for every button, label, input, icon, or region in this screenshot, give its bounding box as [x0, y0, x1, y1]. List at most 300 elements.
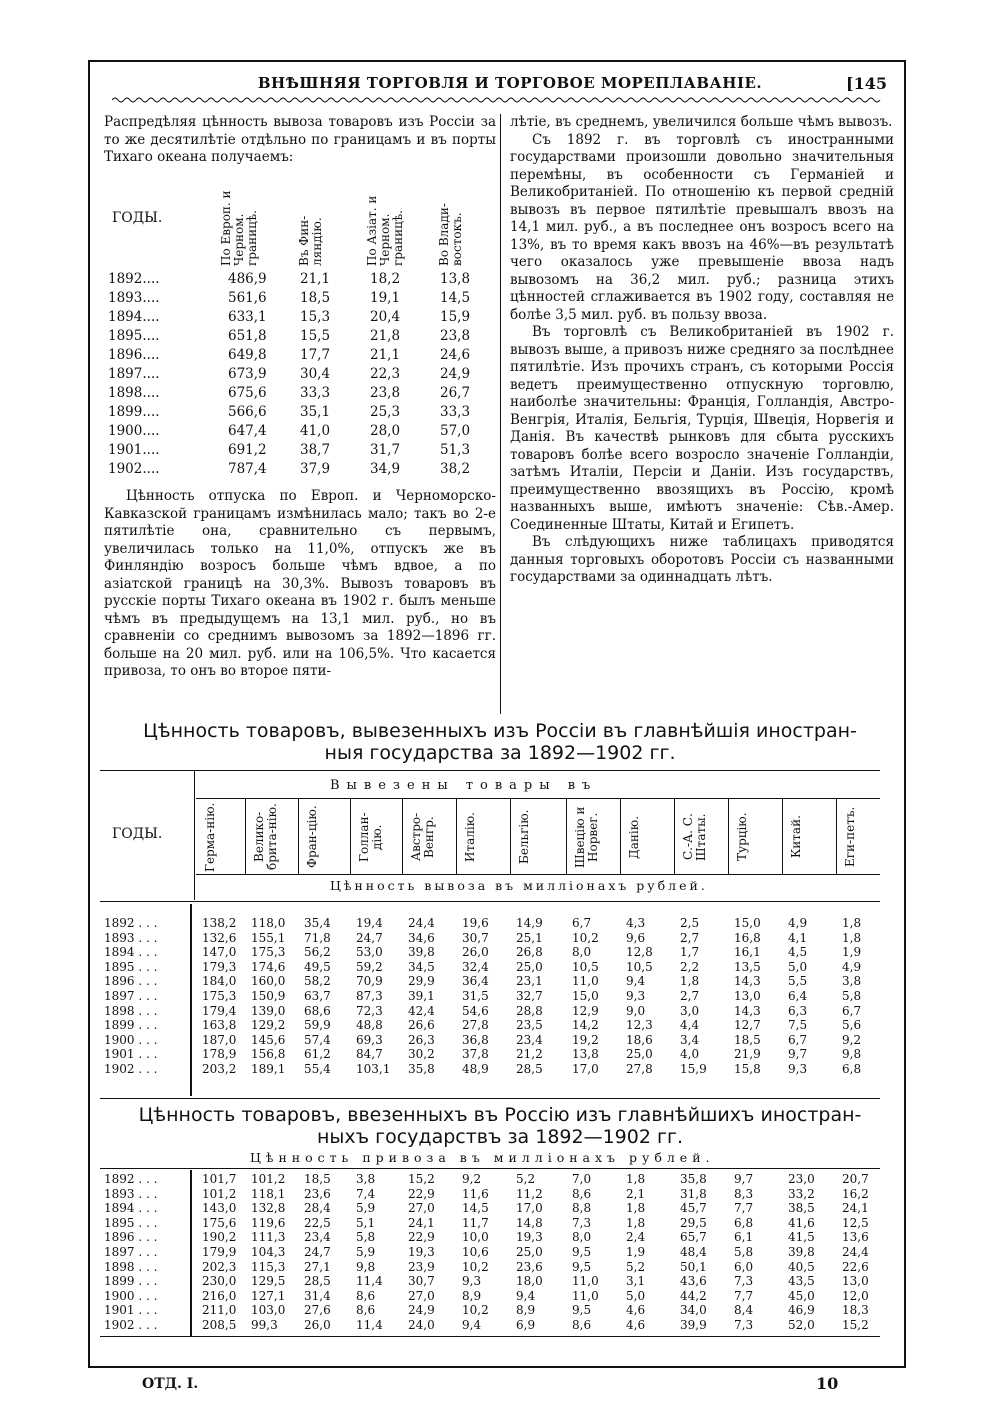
- year-cell: 1893 . . .: [104, 930, 158, 945]
- value-cell: 2,7: [680, 930, 700, 945]
- value-cell: 14,2: [572, 1018, 599, 1033]
- value-cell: 55,4: [304, 1062, 331, 1076]
- value-cell: 29,5: [680, 1215, 707, 1230]
- value-cell: 28,0: [370, 423, 401, 439]
- value-cell: 2,5: [680, 916, 700, 930]
- value-cell: 35,8: [680, 1172, 707, 1186]
- value-cell: 33,2: [788, 1186, 815, 1201]
- value-cell: 673,9: [228, 366, 267, 382]
- value-cell: 34,0: [680, 1303, 707, 1318]
- country-header: С.-А. С. Штаты.: [681, 813, 708, 861]
- value-cell: 190,2: [202, 1230, 237, 1245]
- small-table-row: [108, 422, 494, 441]
- import-top-rule: [100, 1168, 880, 1169]
- value-cell: 5,5: [788, 974, 808, 989]
- value-cell: 184,0: [202, 974, 237, 989]
- value-cell: 38,7: [300, 442, 331, 458]
- value-cell: 14,9: [516, 916, 543, 930]
- value-cell: 48,4: [680, 1245, 707, 1259]
- country-header: Италію.: [463, 812, 477, 862]
- value-cell: 10,0: [462, 1230, 489, 1245]
- value-cell: 9,5: [572, 1259, 592, 1274]
- value-cell: 675,6: [228, 385, 267, 401]
- value-cell: 4,9: [842, 959, 862, 974]
- value-cell: 179,4: [202, 1003, 237, 1018]
- year-cell: 1898....: [108, 385, 160, 401]
- value-cell: 9,5: [572, 1245, 592, 1259]
- value-cell: 11,7: [462, 1215, 489, 1230]
- import-title-line1: Цѣнность товаровъ, ввезенныхъ въ Россію изъ главнѣйшихъ иностран-: [138, 1104, 862, 1126]
- value-cell: 57,4: [304, 1032, 331, 1047]
- value-cell: 37,9: [300, 461, 331, 477]
- column-rule: [620, 798, 621, 874]
- value-cell: 21,1: [300, 271, 331, 287]
- value-cell: 24,4: [842, 1245, 869, 1259]
- small-table-row: [108, 441, 494, 460]
- value-cell: 16,2: [842, 1186, 869, 1201]
- value-cell: 33,3: [300, 385, 331, 401]
- value-cell: 5,0: [788, 959, 808, 974]
- value-cell: 175,3: [251, 945, 286, 960]
- value-cell: 175,6: [202, 1215, 237, 1230]
- value-cell: 13,0: [734, 989, 761, 1003]
- value-cell: 59,9: [304, 1018, 331, 1033]
- import-title-line2: ныхъ государствъ за 1892—1902 гг.: [317, 1126, 683, 1148]
- value-cell: 26,8: [516, 945, 543, 960]
- value-cell: 561,6: [228, 290, 267, 306]
- value-cell: 10,5: [626, 959, 653, 974]
- value-cell: 18,5: [734, 1032, 761, 1047]
- export-years-header: ГОДЫ.: [112, 826, 163, 842]
- value-cell: 24,7: [356, 930, 383, 945]
- value-cell: 8,6: [572, 1186, 592, 1201]
- country-header: Данію.: [627, 815, 641, 859]
- years-divider: [194, 770, 195, 900]
- value-cell: 9,7: [788, 1047, 808, 1062]
- value-cell: 58,2: [304, 974, 331, 989]
- left-paragraph-text: Цѣнность отпуска по Европ. и Черноморско-Кавказской границамъ измѣнилась мало; такъ во 2-е пятилѣтіе она, сравнительно съ первымъ, увеличилась только на 11,0%, отпускъ же въ Финляндію возросъ больше чѣмъ вдвое, а по азіатской границѣ на 30,3%. Вывозъ товаровъ въ русскіе порты Тихаго океана въ 1902 г. былъ меньше чѣмъ въ предыдущемъ на 13,1 мил. руб., но въ сравненіи со среднимъ вывозомъ за 1892—1896 гг. больше на 20 мил. руб. или на 106,5%. Что касается привоза, то онъ во второе пяти-: [104, 488, 496, 679]
- small-table-row: [108, 270, 494, 289]
- col-finland: Въ Фин-ляндію.: [297, 215, 324, 266]
- value-cell: 7,5: [788, 1018, 808, 1033]
- value-cell: 36,8: [462, 1032, 489, 1047]
- value-cell: 6,7: [788, 1032, 808, 1047]
- value-cell: 132,8: [251, 1201, 286, 1216]
- value-cell: 99,3: [251, 1318, 278, 1332]
- value-cell: 6,1: [734, 1230, 754, 1245]
- value-cell: 9,4: [516, 1288, 536, 1303]
- value-cell: 14,8: [516, 1215, 543, 1230]
- year-cell: 1902 . . .: [104, 1062, 158, 1076]
- value-cell: 15,3: [300, 309, 331, 325]
- value-cell: 69,3: [356, 1032, 383, 1047]
- value-cell: 46,9: [788, 1303, 815, 1318]
- value-cell: 43,6: [680, 1274, 707, 1289]
- year-cell: 1901 . . .: [104, 1047, 158, 1062]
- value-cell: 22,9: [408, 1230, 435, 1245]
- running-header: ВНѢШНЯЯ ТОРГОВЛЯ И ТОРГОВОЕ МОРЕПЛАВАНІЕ.: [257, 74, 763, 92]
- col-vladivostok: Во Влади-востокъ.: [437, 203, 464, 266]
- value-cell: 45,0: [788, 1288, 815, 1303]
- value-cell: 9,3: [788, 1062, 808, 1076]
- value-cell: 26,0: [304, 1318, 331, 1332]
- value-cell: 11,0: [572, 974, 599, 989]
- column-rule: [402, 798, 403, 874]
- value-cell: 9,3: [626, 989, 646, 1003]
- value-cell: 111,3: [251, 1230, 286, 1245]
- year-cell: 1893 . . .: [104, 1186, 158, 1201]
- value-cell: 651,8: [228, 328, 267, 344]
- value-cell: 15,2: [408, 1172, 435, 1186]
- value-cell: 160,0: [251, 974, 286, 989]
- value-cell: 8,3: [734, 1186, 754, 1201]
- value-cell: 8,0: [572, 1230, 592, 1245]
- value-cell: 118,1: [251, 1186, 286, 1201]
- country-header: Швецію и Норвег.: [573, 806, 600, 868]
- value-cell: 145,6: [251, 1032, 286, 1047]
- value-cell: 178,9: [202, 1047, 237, 1062]
- small-table-row: [108, 460, 494, 479]
- value-cell: 19,4: [356, 916, 383, 930]
- value-cell: 84,7: [356, 1047, 383, 1062]
- country-header: Бельгію.: [517, 809, 531, 865]
- value-cell: 24,9: [440, 366, 471, 382]
- value-cell: 4,5: [788, 945, 808, 960]
- value-cell: 5,8: [356, 1230, 376, 1245]
- value-cell: 139,0: [251, 1003, 286, 1018]
- value-cell: 26,3: [408, 1032, 435, 1047]
- value-cell: 27,6: [304, 1303, 331, 1318]
- page-number: 10: [816, 1374, 839, 1393]
- value-cell: 143,0: [202, 1201, 237, 1216]
- value-cell: 175,3: [202, 989, 237, 1003]
- small-table-row: [108, 327, 494, 346]
- value-cell: 11,0: [572, 1288, 599, 1303]
- value-cell: 30,7: [408, 1274, 435, 1289]
- value-cell: 1,8: [680, 974, 700, 989]
- value-cell: 633,1: [228, 309, 267, 325]
- export-bottom-rule: [100, 1098, 880, 1099]
- value-cell: 129,5: [251, 1274, 286, 1289]
- value-cell: 787,4: [228, 461, 267, 477]
- value-cell: 39,1: [408, 989, 435, 1003]
- column-rule: [836, 798, 837, 874]
- value-cell: 31,7: [370, 442, 401, 458]
- value-cell: 25,1: [516, 930, 543, 945]
- value-cell: 4,6: [626, 1303, 646, 1318]
- value-cell: 138,2: [202, 916, 237, 930]
- value-cell: 179,9: [202, 1245, 237, 1259]
- value-cell: 8,6: [572, 1318, 592, 1332]
- value-cell: 24,7: [304, 1245, 331, 1259]
- year-cell: 1897....: [108, 366, 160, 382]
- column-rule: [782, 798, 783, 874]
- value-cell: 5,8: [734, 1245, 754, 1259]
- value-cell: 155,1: [251, 930, 286, 945]
- value-cell: 7,3: [572, 1215, 592, 1230]
- value-cell: 3,8: [842, 974, 862, 989]
- country-header: Фран-цію.: [305, 805, 319, 869]
- value-cell: 9,8: [356, 1259, 376, 1274]
- value-cell: 30,7: [462, 930, 489, 945]
- year-cell: 1898 . . .: [104, 1259, 158, 1274]
- year-cell: 1892 . . .: [104, 916, 158, 930]
- value-cell: 30,4: [300, 366, 331, 382]
- value-cell: 5,9: [356, 1245, 376, 1259]
- import-table-title: [100, 1104, 900, 1148]
- border-export-table: [108, 170, 494, 479]
- value-cell: 103,1: [356, 1062, 391, 1076]
- right-column: [510, 114, 894, 587]
- value-cell: 1,8: [626, 1215, 646, 1230]
- value-cell: 156,8: [251, 1047, 286, 1062]
- value-cell: 45,7: [680, 1201, 707, 1216]
- small-table-row: [108, 365, 494, 384]
- value-cell: 23,5: [516, 1018, 543, 1033]
- value-cell: 9,2: [462, 1172, 482, 1186]
- column-rule: [456, 798, 457, 874]
- value-cell: 24,6: [440, 347, 471, 363]
- value-cell: 17,7: [300, 347, 331, 363]
- value-cell: 24,1: [842, 1201, 869, 1216]
- value-cell: 11,4: [356, 1274, 383, 1289]
- left-paragraph: [104, 488, 496, 681]
- page-reference: [145: [846, 74, 887, 93]
- value-cell: 28,8: [516, 1003, 543, 1018]
- year-cell: 1892 . . .: [104, 1172, 158, 1186]
- value-cell: 2,4: [626, 1230, 646, 1245]
- value-cell: 16,1: [734, 945, 761, 960]
- import-bottom-rule: [100, 1336, 880, 1337]
- value-cell: 4,6: [626, 1318, 646, 1332]
- value-cell: 5,1: [356, 1215, 376, 1230]
- year-divider: [190, 1170, 192, 1336]
- right-para-4: Въ слѣдующихъ ниже таблицахъ приводятся данныя торговыхъ оборотовъ Россіи съ названными государствами за одиннадцать лѣтъ.: [510, 534, 894, 585]
- value-cell: 5,9: [356, 1201, 376, 1216]
- year-cell: 1901 . . .: [104, 1303, 158, 1318]
- value-cell: 12,7: [734, 1018, 761, 1033]
- value-cell: 15,9: [680, 1062, 707, 1076]
- value-cell: 6,7: [842, 1003, 862, 1018]
- value-cell: 72,3: [356, 1003, 383, 1018]
- year-cell: 1894....: [108, 309, 160, 325]
- value-cell: 23,4: [516, 1032, 543, 1047]
- value-cell: 39,8: [408, 945, 435, 960]
- year-cell: 1899....: [108, 404, 160, 420]
- value-cell: 12,9: [572, 1003, 599, 1018]
- value-cell: 9,2: [842, 1032, 862, 1047]
- value-cell: 40,5: [788, 1259, 815, 1274]
- value-cell: 179,3: [202, 959, 237, 974]
- country-header: Австро-Венгр.: [409, 812, 436, 862]
- value-cell: 1,7: [680, 945, 700, 960]
- value-cell: 23,6: [304, 1186, 331, 1201]
- value-cell: 11,4: [356, 1318, 383, 1332]
- value-cell: 9,3: [462, 1274, 482, 1289]
- value-cell: 5,2: [626, 1259, 646, 1274]
- value-cell: 43,5: [788, 1274, 815, 1289]
- value-cell: 37,8: [462, 1047, 489, 1062]
- value-cell: 15,5: [300, 328, 331, 344]
- value-cell: 87,3: [356, 989, 383, 1003]
- value-cell: 18,5: [304, 1172, 331, 1186]
- value-cell: 6,3: [788, 1003, 808, 1018]
- value-cell: 101,2: [251, 1172, 286, 1186]
- value-cell: 15,8: [734, 1062, 761, 1076]
- section-label: ОТД. I.: [142, 1376, 199, 1392]
- value-cell: 8,4: [734, 1303, 754, 1318]
- value-cell: 101,7: [202, 1172, 237, 1186]
- value-cell: 104,3: [251, 1245, 286, 1259]
- value-cell: 10,2: [572, 930, 599, 945]
- value-cell: 70,9: [356, 974, 383, 989]
- column-rule: [298, 798, 299, 874]
- export-table-title: [100, 720, 900, 764]
- value-cell: 10,6: [462, 1245, 489, 1259]
- value-cell: 61,2: [304, 1047, 331, 1062]
- small-table-row: [108, 384, 494, 403]
- value-cell: 22,3: [370, 366, 401, 382]
- value-cell: 15,2: [842, 1318, 869, 1332]
- value-cell: 8,0: [572, 945, 592, 960]
- value-cell: 18,3: [842, 1303, 869, 1318]
- value-cell: 5,0: [626, 1288, 646, 1303]
- export-title-line1: Цѣнность товаровъ, вывезенныхъ изъ Россіи въ главнѣйшія иностран-: [143, 720, 857, 742]
- value-cell: 4,9: [788, 916, 808, 930]
- value-cell: 21,9: [734, 1047, 761, 1062]
- column-rule: [350, 798, 351, 874]
- year-cell: 1895....: [108, 328, 160, 344]
- value-cell: 54,6: [462, 1003, 489, 1018]
- value-cell: 14,3: [734, 974, 761, 989]
- year-cell: 1898 . . .: [104, 1003, 158, 1018]
- value-cell: 132,6: [202, 930, 237, 945]
- value-cell: 13,0: [842, 1274, 869, 1289]
- value-cell: 31,4: [304, 1288, 331, 1303]
- value-cell: 35,1: [300, 404, 331, 420]
- value-cell: 1,9: [842, 945, 862, 960]
- year-cell: 1901....: [108, 442, 160, 458]
- value-cell: 57,0: [440, 423, 471, 439]
- value-cell: 8,6: [356, 1303, 376, 1318]
- country-header: Герма-нію.: [203, 802, 217, 872]
- year-cell: 1900 . . .: [104, 1288, 158, 1303]
- value-cell: 24,4: [408, 916, 435, 930]
- value-cell: 31,8: [680, 1186, 707, 1201]
- column-rule: [245, 798, 246, 874]
- value-cell: 4,1: [788, 930, 808, 945]
- value-cell: 21,2: [516, 1047, 543, 1062]
- value-cell: 4,4: [680, 1018, 700, 1033]
- value-cell: 6,0: [734, 1259, 754, 1274]
- value-cell: 34,6: [408, 930, 435, 945]
- value-cell: 17,0: [516, 1201, 543, 1216]
- country-header: Еги-петъ.: [843, 806, 857, 868]
- small-table-row: [108, 308, 494, 327]
- value-cell: 21,8: [370, 328, 401, 344]
- value-cell: 25,0: [516, 1245, 543, 1259]
- value-cell: 7,3: [734, 1318, 754, 1332]
- intro-text: Распредѣляя цѣнность вывоза товаровъ изъ Россіи за то же десятилѣтіе отдѣльно по границамъ и въ порты Тихаго океана получаемъ:: [104, 114, 496, 165]
- value-cell: 5,6: [842, 1018, 862, 1033]
- value-cell: 33,3: [440, 404, 471, 420]
- value-cell: 163,8: [202, 1018, 237, 1033]
- value-cell: 6,8: [842, 1062, 862, 1076]
- value-cell: 49,5: [304, 959, 331, 974]
- value-cell: 59,2: [356, 959, 383, 974]
- year-cell: 1893....: [108, 290, 160, 306]
- year-cell: 1896....: [108, 347, 160, 363]
- col-asia: По Азіат. и Черном. границѣ.: [365, 195, 405, 266]
- value-cell: 208,5: [202, 1318, 237, 1332]
- value-cell: 41,6: [788, 1215, 815, 1230]
- value-cell: 28,5: [516, 1062, 543, 1076]
- value-cell: 230,0: [202, 1274, 237, 1289]
- value-cell: 10,5: [572, 959, 599, 974]
- value-cell: 187,0: [202, 1032, 237, 1047]
- value-cell: 8,9: [462, 1288, 482, 1303]
- value-cell: 15,9: [440, 309, 471, 325]
- value-cell: 2,7: [680, 989, 700, 1003]
- value-cell: 3,1: [626, 1274, 646, 1289]
- value-cell: 24,9: [408, 1303, 435, 1318]
- value-cell: 1,9: [626, 1245, 646, 1259]
- value-cell: 34,9: [370, 461, 401, 477]
- value-cell: 5,2: [516, 1172, 536, 1186]
- value-cell: 26,6: [408, 1018, 435, 1033]
- country-header: Турцію.: [735, 812, 749, 862]
- value-cell: 23,0: [788, 1172, 815, 1186]
- value-cell: 27,8: [462, 1018, 489, 1033]
- value-cell: 29,9: [408, 974, 435, 989]
- value-cell: 189,1: [251, 1062, 286, 1076]
- value-cell: 13,6: [842, 1230, 869, 1245]
- value-cell: 8,9: [516, 1303, 536, 1318]
- value-cell: 53,0: [356, 945, 383, 960]
- value-cell: 13,8: [572, 1047, 599, 1062]
- value-cell: 24,0: [408, 1318, 435, 1332]
- value-cell: 7,7: [734, 1288, 754, 1303]
- value-cell: 6,7: [572, 916, 592, 930]
- small-table-header: [108, 170, 494, 270]
- country-header: Велико-брита-нію.: [252, 803, 279, 871]
- value-cell: 26,0: [462, 945, 489, 960]
- value-cell: 202,3: [202, 1259, 237, 1274]
- value-cell: 7,3: [734, 1274, 754, 1289]
- value-cell: 39,8: [788, 1245, 815, 1259]
- export-title-line2: ныя государства за 1892—1902 гг.: [324, 742, 676, 764]
- year-cell: 1899 . . .: [104, 1274, 158, 1289]
- value-cell: 1,8: [842, 930, 862, 945]
- year-cell: 1895 . . .: [104, 1215, 158, 1230]
- value-cell: 19,1: [370, 290, 401, 306]
- year-cell: 1896 . . .: [104, 974, 158, 989]
- wavy-rule: [112, 96, 882, 104]
- value-cell: 26,7: [440, 385, 471, 401]
- value-cell: 4,3: [626, 916, 646, 930]
- value-cell: 41,5: [788, 1230, 815, 1245]
- value-cell: 11,6: [462, 1186, 489, 1201]
- value-cell: 24,1: [408, 1215, 435, 1230]
- value-cell: 32,4: [462, 959, 489, 974]
- value-cell: 7,4: [356, 1186, 376, 1201]
- value-cell: 486,9: [228, 271, 267, 287]
- column-rule: [510, 798, 511, 874]
- value-cell: 22,9: [408, 1186, 435, 1201]
- value-cell: 211,0: [202, 1303, 237, 1318]
- intro-paragraph: [104, 114, 496, 167]
- value-cell: 28,5: [304, 1274, 331, 1289]
